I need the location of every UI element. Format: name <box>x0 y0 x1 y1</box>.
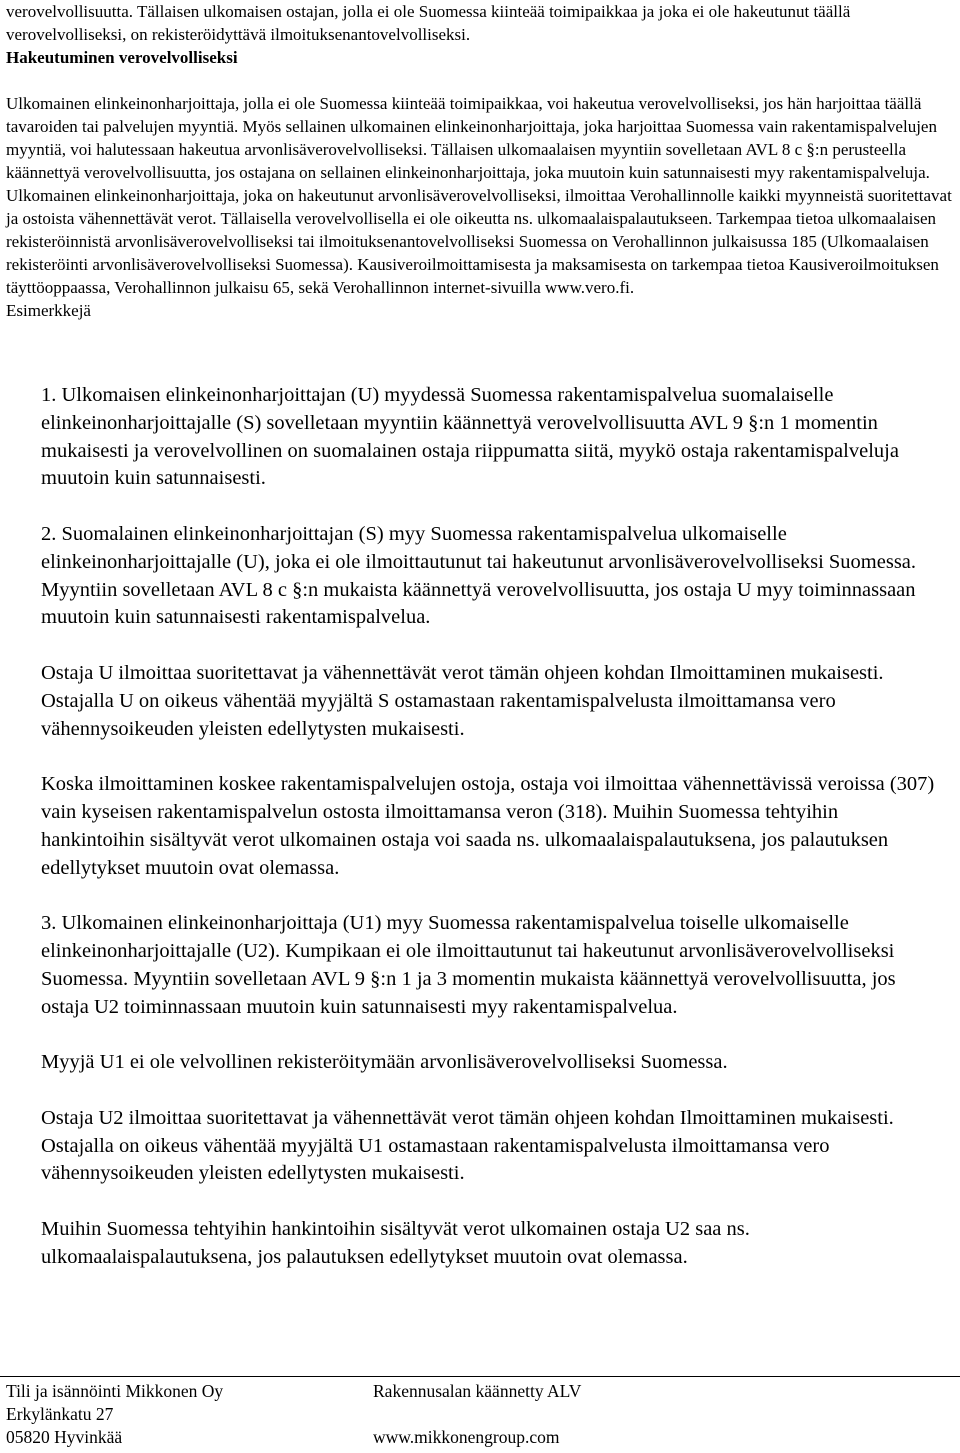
example-3-reporting-paragraph: Ostaja U2 ilmoittaa suoritettavat ja vähennettävät verot tämän ohjeen kohdan Ilmoittaminen mukaisesti. Ostajalla on oikeus vähentää myyjältä U1 ostamastaan rakentamispalvelusta ilmoittamansa vero vähennysoikeuden yleisten edellytysten mukaisesti. <box>41 1106 894 1185</box>
example-1-paragraph: 1. Ulkomaisen elinkeinonharjoittajan (U) myydessä Suomessa rakentamispalvelua suomalaiselle elinkeinonharjoittajalle (S) sovelletaan myyntiin käännettyä verovelvollisuutta AVL 9 §:n 1 momentin mukaisesti ja verovelvollinen on suomalainen ostaja riippumatta siitä, myykö ostaja rakentamispalveluja muutoin kuin satunnaisesti. <box>41 384 899 490</box>
example-3-paragraph: 3. Ulkomainen elinkeinonharjoittaja (U1) myy Suomessa rakentamispalvelua toiselle ulkomaiselle elinkeinonharjoittajalle (U2). Kumpikaan ei ole ilmoittautunut tai hakeutunut arvonlisäverovelvolliseksi Suomessa. Myyntiin sovelletaan AVL 9 §:n 1 ja 3 momentin mukaista käännettyä verovelvollisuutta, jos ostaja U2 toiminnassaan muutoin kuin satunnaisesti myy rakentamispalvelua. <box>41 912 896 1018</box>
example-2-paragraph: 2. Suomalainen elinkeinonharjoittajan (S) myy Suomessa rakentamispalvelua ulkomaiselle elinkeinonharjoittajalle (U), joka ei ole ilmoittautunut tai hakeutunut arvonlisäverovelvolliseksi Suomessa. Myyntiin sovelletaan AVL 8 c §:n mukaista käännettyä verovelvollisuutta, jos ostaja U myy toiminnassaan muutoin kuin satunnaisesti rakentamispalvelua. <box>41 522 917 629</box>
footer-company-name: Tili ja isännöinti Mikkonen Oy <box>6 1381 224 1401</box>
intro-continuation-text: verovelvollisuutta. Tällaisen ulkomaisen ostajan, jolla ei ole Suomessa kiinteää toimipaikkaa ja joka ei ole hakeutunut täällä verovelvolliseksi, on rekisteröidyttävä ilmoituksenantovelvolliseksi. <box>6 2 851 44</box>
examples-section <box>41 382 941 1299</box>
section-body-text: Ulkomainen elinkeinonharjoittaja, jolla ei ole Suomessa kiinteää toimipaikkaa, voi hakeutua verovelvolliseksi, jos hän harjoittaa täällä tavaroiden tai palvelujen myyntiä. Myös sellainen ulkomainen elinkeinonharjoittaja, joka harjoittaa Suomessa vain rakentamispalvelujen myyntiä, voi halutessaan hakeutua arvonlisäverovelvolliseksi. Tällaisen ulkomaalaisen myyntiin sovelletaan AVL 8 c §:n perusteella käännettyä verovelvollisuutta, jos ostajana on sellainen elinkeinonharjoittaja, joka muutoin kuin satunnaisesti myy rakentamispalveluja. Ulkomainen elinkeinonharjoittaja, joka on hakeutunut arvonlisäverovelvolliseksi, ilmoittaa Verohallinnolle kaikki myynneistä suoritettavat ja ostoista vähennettävät verot. Tällaisella verovelvollisella ei ole oikeutta ns. ulkomaalaispalautukseen. Tarkempaa tietoa ulkomaalaisen rekisteröinnistä arvonlisäverovelvolliseksi tai ilmoituksenantovelvolliseksi Suomessa on Verohallinnon julkaisussa 185 (Ulkomaalaisen rekisteröinti arvonlisäverovelvolliseksi Suomessa). Kausiveroilmoittamisesta ja maksamisesta on tarkempaa tietoa Kausiveroilmoituksen täyttöoppaassa, Verohallinnon julkaisu 65, sekä Verohallinnon internet-sivuilla www.vero.fi. <box>6 94 952 297</box>
footer-title-block <box>373 1380 581 1449</box>
examples-label: Esimerkkejä <box>6 301 91 320</box>
example-3-refund-paragraph: Muihin Suomessa tehtyihin hankintoihin sisältyvät verot ulkomainen ostaja U2 saa ns. ulkomaalaispalautuksena, jos palautuksen edellytykset muutoin ovat olemassa. <box>41 1217 750 1268</box>
footer-document-title: Rakennusalan käännetty ALV <box>373 1381 582 1401</box>
page-footer <box>0 1376 960 1453</box>
section-heading: Hakeutuminen verovelvolliseksi <box>6 48 238 67</box>
footer-address-block <box>6 1380 223 1449</box>
example-2-reporting-paragraph: Ostaja U ilmoittaa suoritettavat ja vähennettävät verot tämän ohjeen kohdan Ilmoittaminen mukaisesti. Ostajalla U on oikeus vähentää myyjältä S ostamastaan rakentamispalvelusta ilmoittamansa vero vähennysoikeuden yleisten edellytysten mukaisesti. <box>41 661 884 740</box>
spacer <box>6 69 956 92</box>
footer-street-address: Erkylänkatu 27 <box>6 1404 114 1424</box>
footer-website-link[interactable]: www.mikkonengroup.com <box>373 1427 560 1447</box>
example-2-deduction-paragraph: Koska ilmoittaminen koskee rakentamispalvelujen ostoja, ostaja voi ilmoittaa vähennettävissä veroissa (307) vain kyseisen rakentamispalvelun ostosta ilmoittamansa veron (318). Muihin Suomessa tehtyihin hankintoihin sisältyvät verot ulkomainen ostaja voi saada ns. ulkomaalaispalautuksena, jos palautuksen edellytykset muutoin ovat olemassa. <box>41 773 935 879</box>
intro-section <box>6 0 956 322</box>
example-3-seller-paragraph: Myyjä U1 ei ole velvollinen rekisteröitymään arvonlisäverovelvolliseksi Suomessa. <box>41 1051 728 1074</box>
footer-postal-address: 05820 Hyvinkää <box>6 1427 123 1447</box>
